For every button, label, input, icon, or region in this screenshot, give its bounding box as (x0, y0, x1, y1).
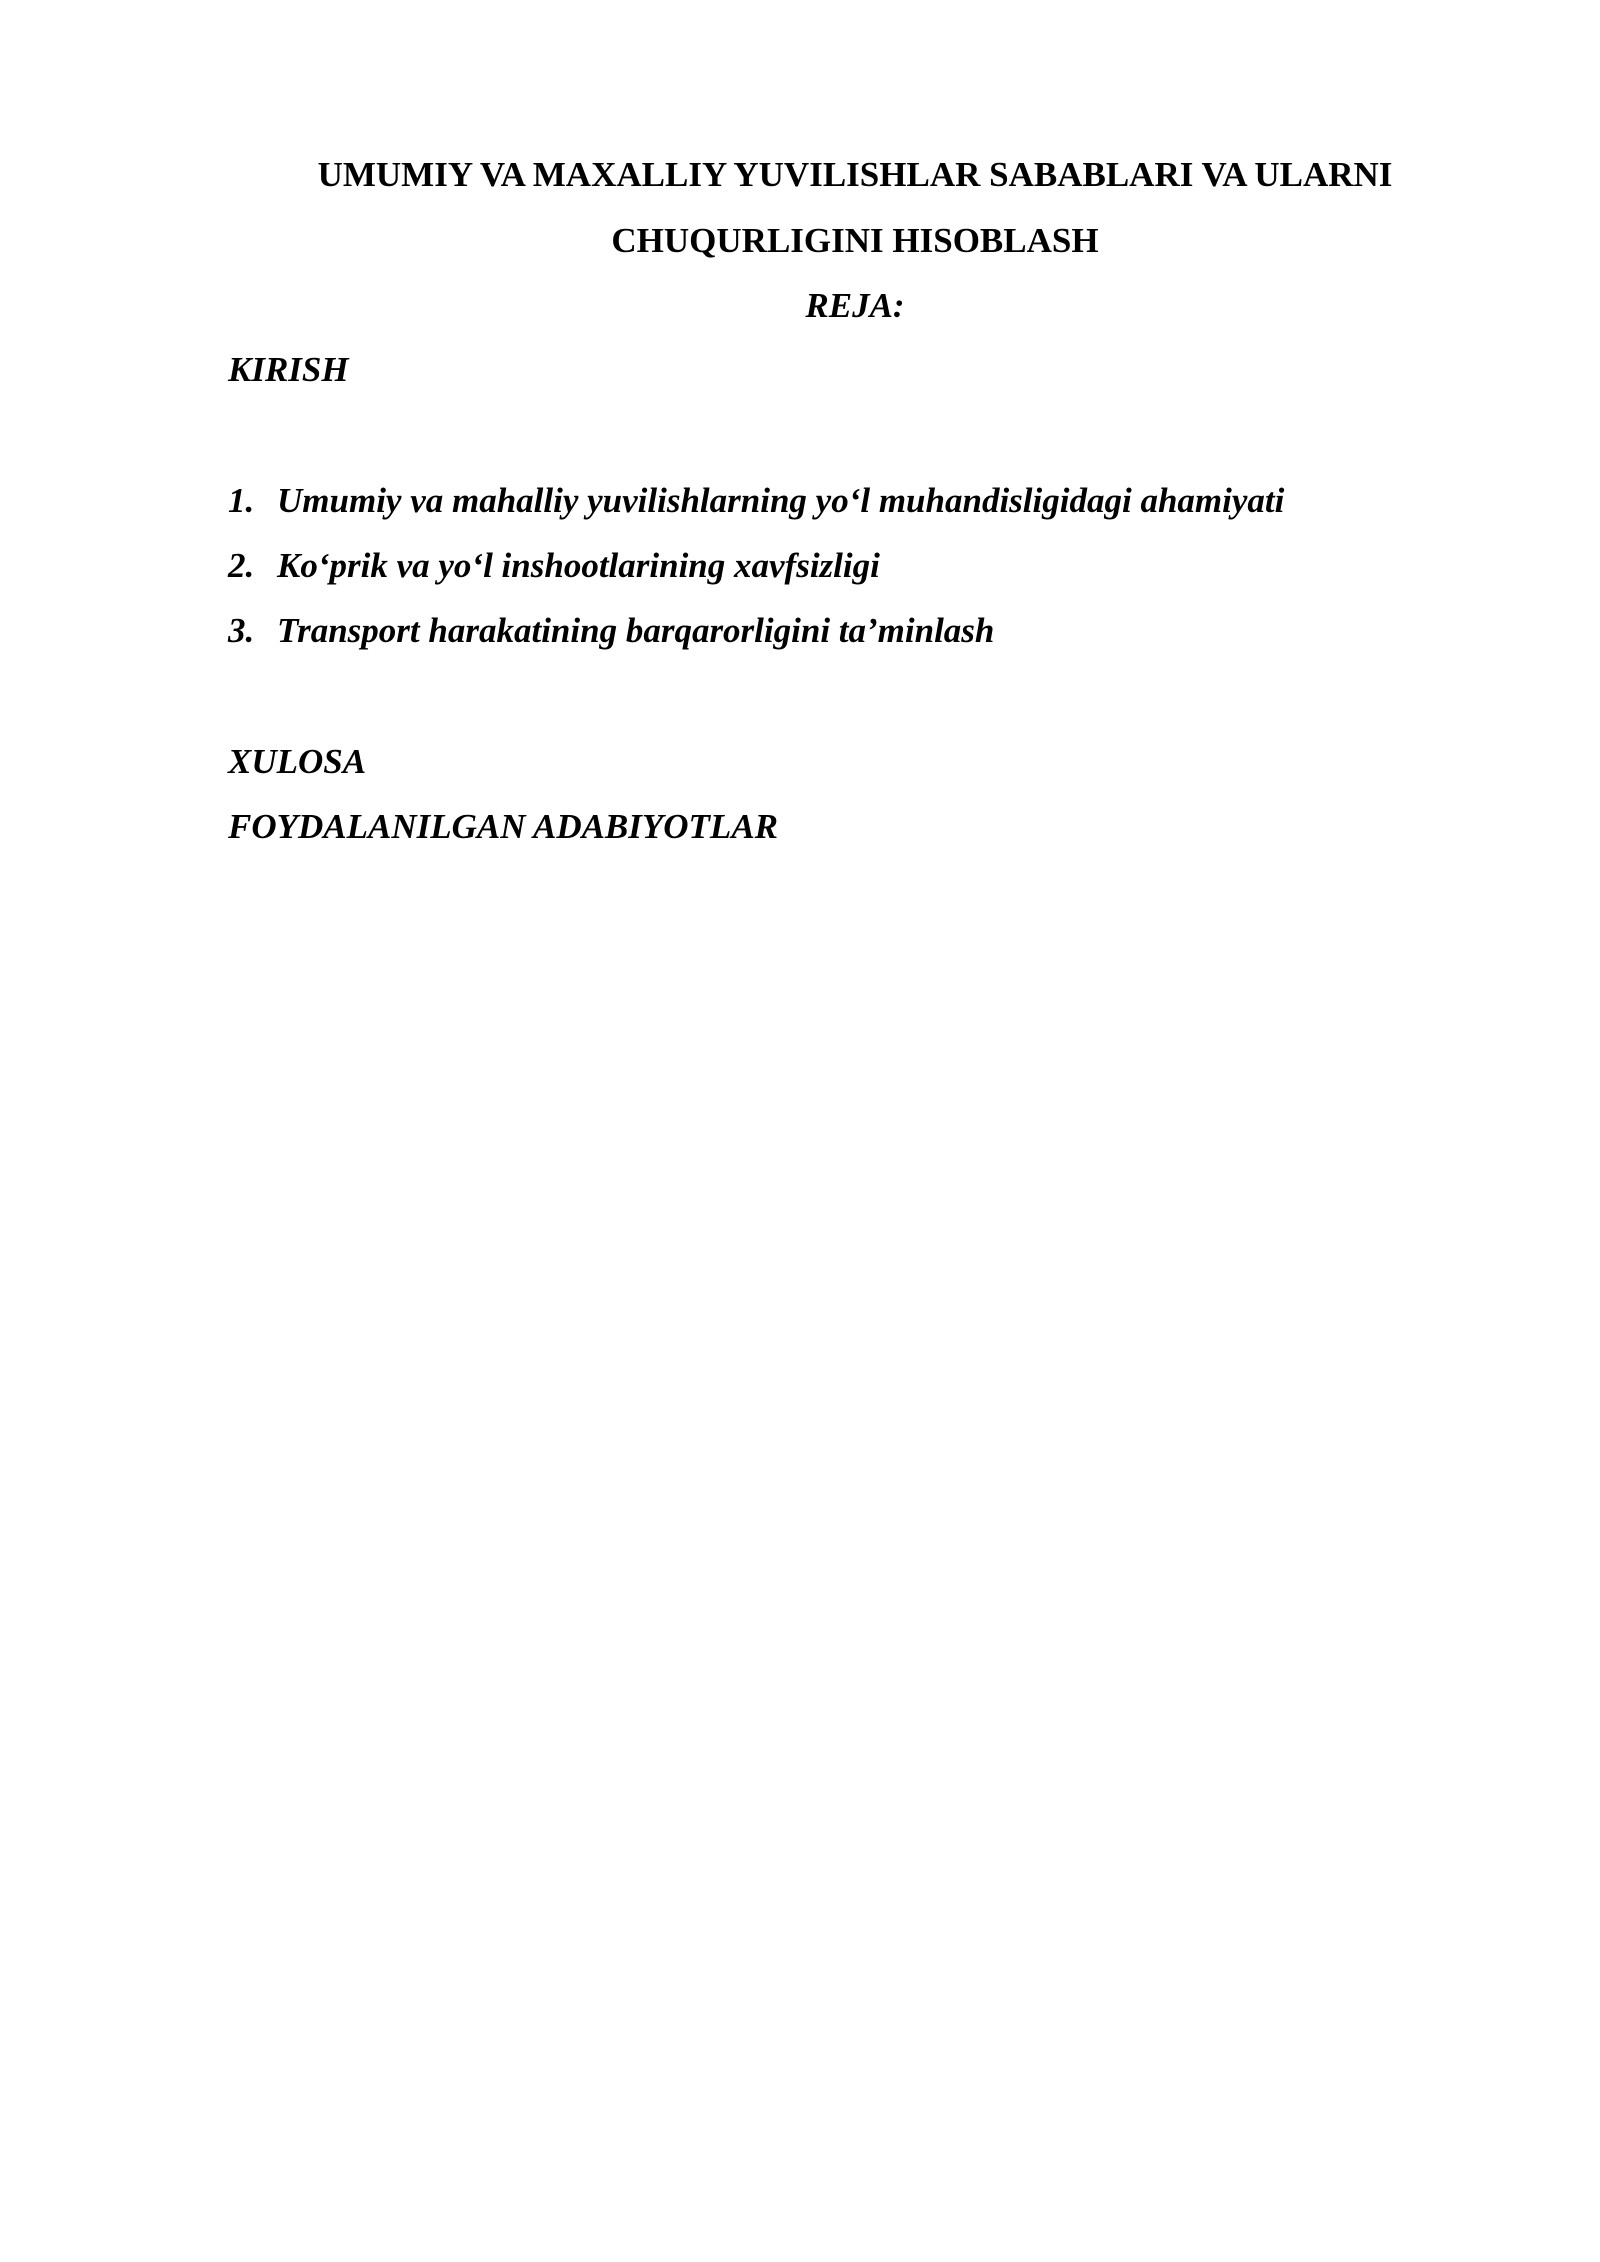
conclusion-heading: XULOSA (228, 742, 367, 781)
title-line-1: UMUMIY VA MAXALLIY YUVILISHLAR SABABLARI VA ULARNI (317, 155, 1393, 194)
plan-item-number: 3. (228, 611, 255, 650)
plan-item-number: 2. (228, 546, 255, 585)
intro-heading: KIRISH (228, 350, 349, 389)
plan-item-text: Transport harakatining barqarorligini ta’minlash (277, 611, 995, 650)
plan-item-text: Umumiy va mahalliy yuvilishlarning yo‘l muhandisligidagi ahamiyati (277, 481, 1285, 520)
references-heading: FOYDALANILGAN ADABIYOTLAR (228, 807, 779, 846)
title-line-2: CHUQURLIGINI HISOBLASH (611, 221, 1099, 260)
plan-heading: REJA: (805, 286, 905, 325)
plan-item-text: Ko‘prik va yo‘l inshootlarining xavfsizligi (277, 546, 880, 585)
plan-item-number: 1. (228, 481, 255, 520)
